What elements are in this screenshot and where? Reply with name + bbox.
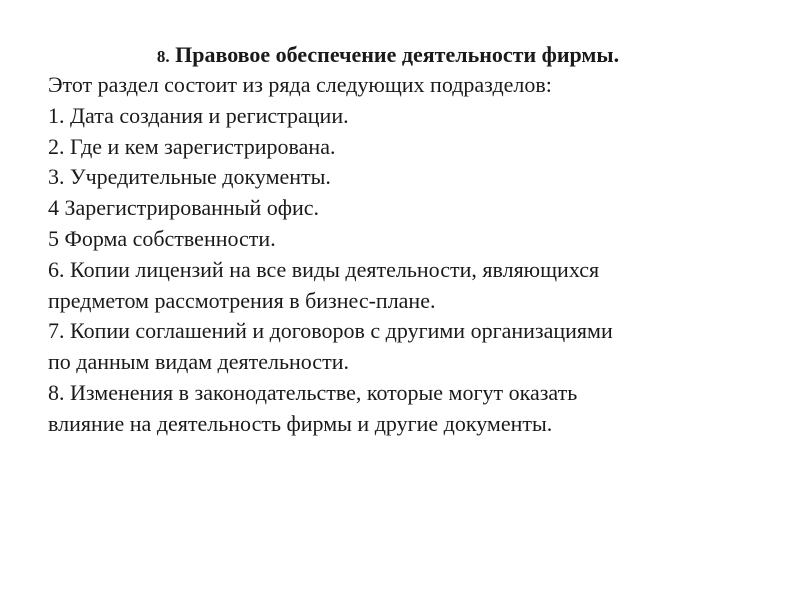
list-item-8: 8. Изменения в законодательстве, которые могут оказать (48, 379, 578, 405)
list-item-1: 1. Дата создания и регистрации. (48, 102, 349, 128)
list-item-3: 3. Учредительные документы. (48, 164, 331, 190)
slide-content (48, 40, 768, 440)
title-number: 8. (156, 47, 170, 66)
list-item-8-continuation: влияние на деятельность фирмы и другие документы. (48, 410, 553, 436)
list-item-5: 5 Форма собственности. (48, 225, 276, 251)
list-item-4: 4 Зарегистрированный офис. (48, 195, 320, 221)
slide-title (48, 40, 768, 70)
intro-text: Этот раздел состоит из ряда следующих подразделов: (48, 72, 552, 97)
list-item-7: 7. Копии соглашений и договоров с другими организациями (48, 318, 613, 344)
list-item-6: 6. Копии лицензий на все виды деятельности, являющихся (48, 256, 600, 282)
list-item-6-continuation: предметом рассмотрения в бизнес-плане. (48, 287, 436, 313)
title-text: Правовое обеспечение деятельности фирмы. (175, 42, 620, 67)
list-item-2: 2. Где и кем зарегистрирована. (48, 133, 336, 159)
list-item-7-continuation: по данным видам деятельности. (48, 349, 349, 375)
